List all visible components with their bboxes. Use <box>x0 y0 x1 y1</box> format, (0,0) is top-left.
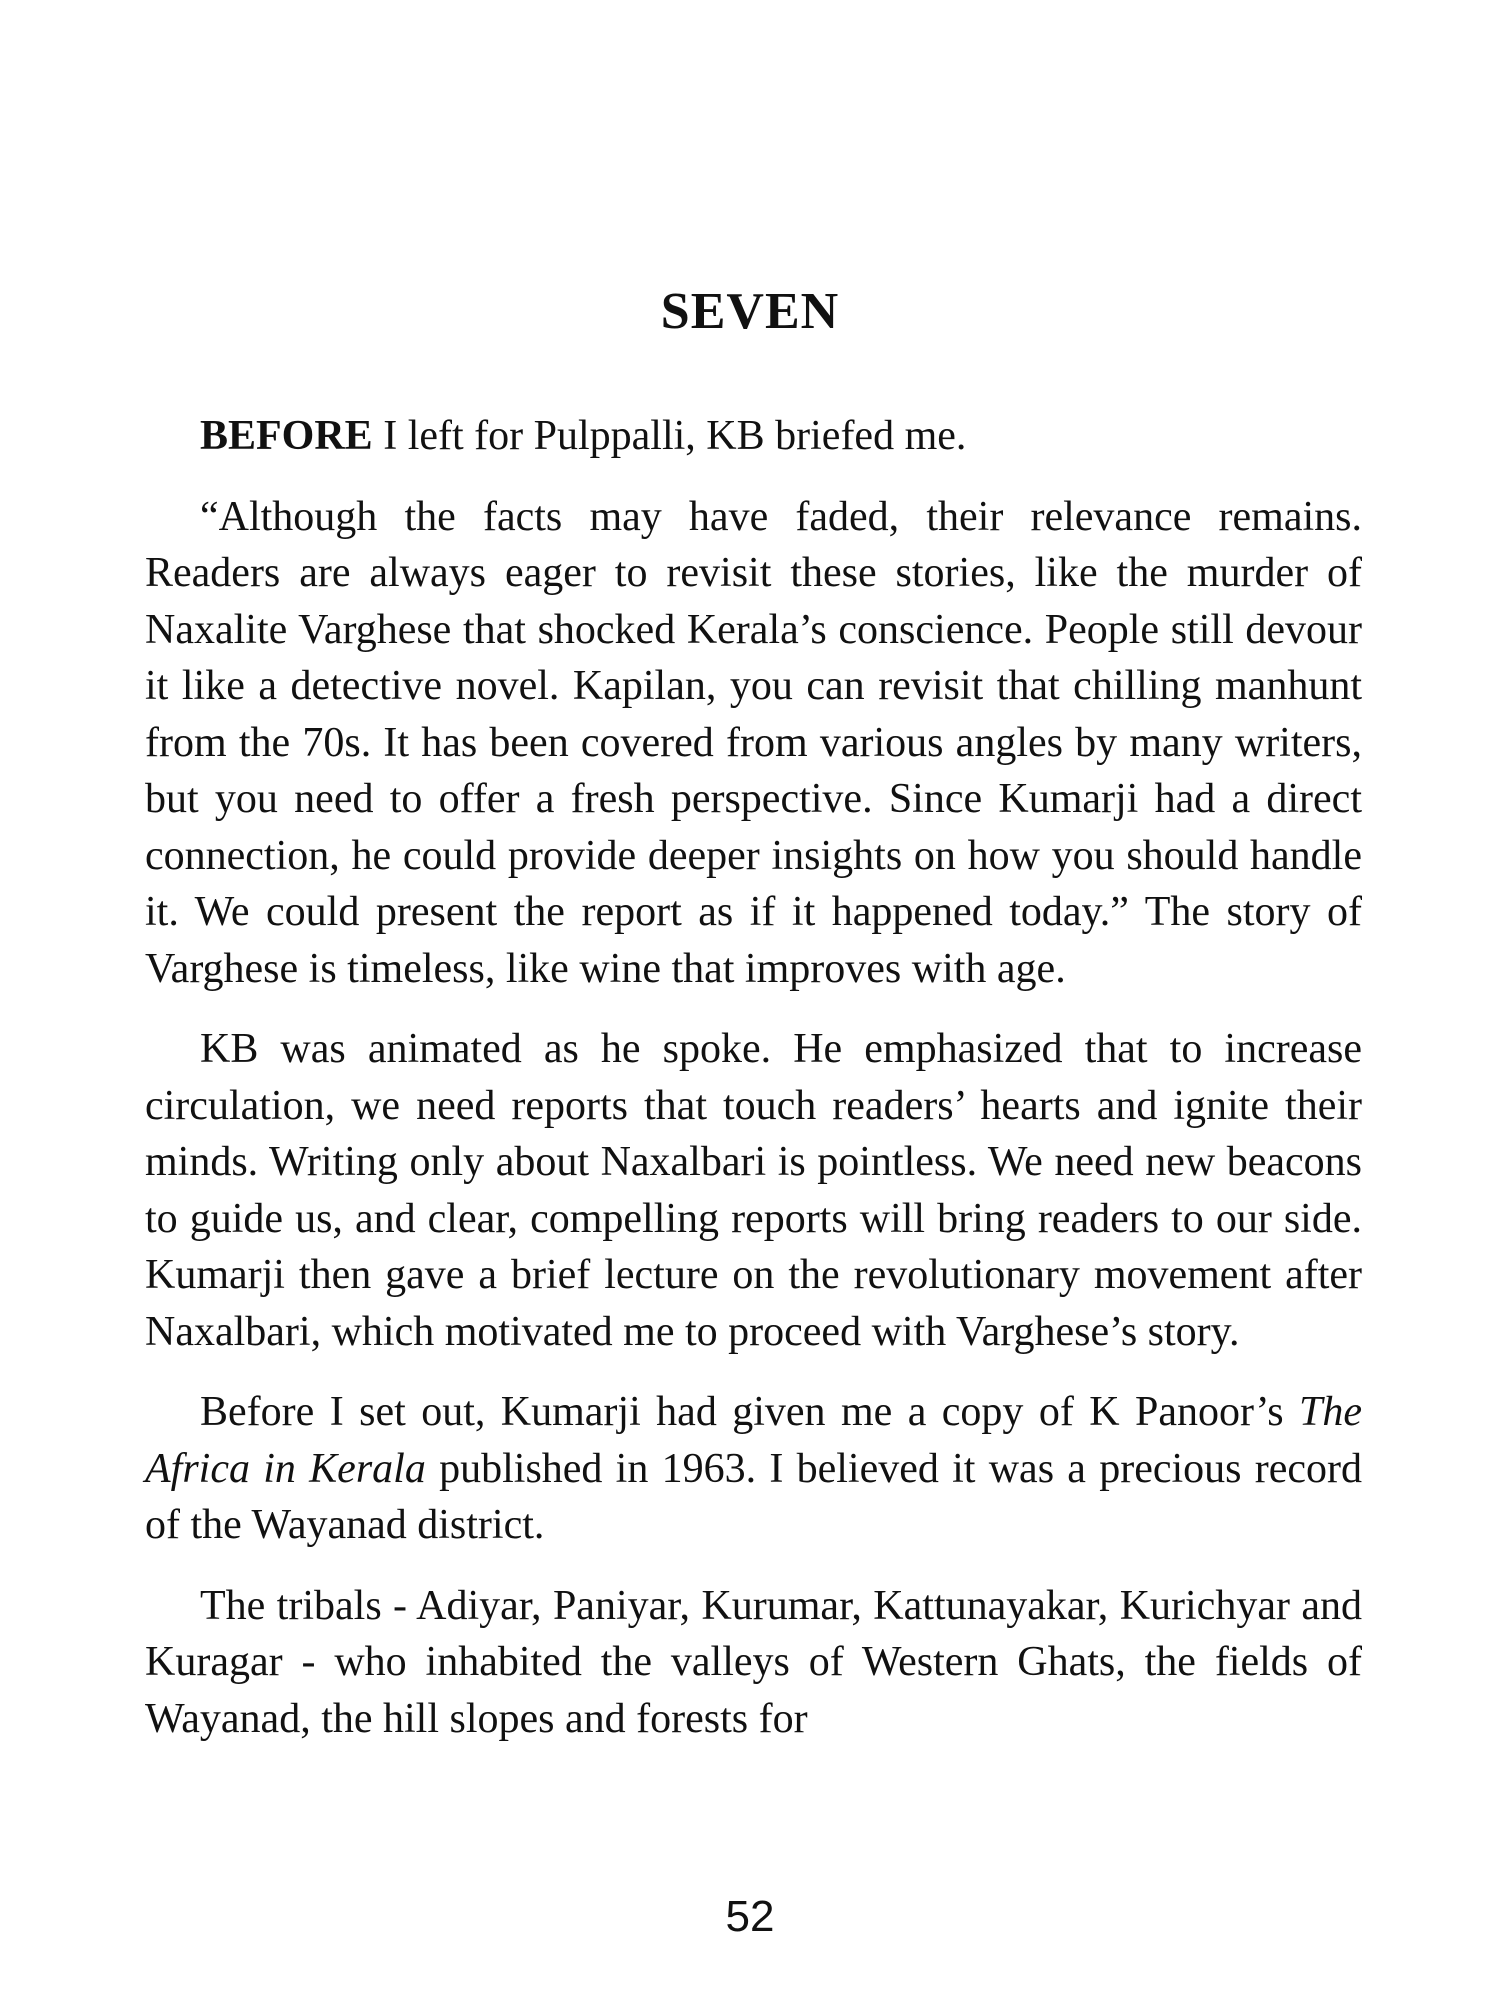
book-copy-text-after: published in 1963. I believed it was a precious record of the Wayanad district. <box>145 1445 1362 1548</box>
chapter-title: SEVEN <box>660 283 840 340</box>
page-number: 52 <box>725 1892 775 1941</box>
paragraph-tribals: The tribals - Adiyar, Paniyar, Kurumar, Kattunayakar, Kurichyar and Kuragar - who inhabited the valleys of Western Ghats, the fields of Wayanad, the hill slopes and forests for <box>145 1582 1362 1742</box>
book-title: The Africa in Kerala <box>145 1389 1362 1492</box>
opening-text: I left for Pulppalli, KB briefed me. <box>372 413 967 459</box>
paragraph-opening <box>145 408 1362 465</box>
opening-lead-word: BEFORE <box>200 413 373 459</box>
chapter-body <box>145 408 1362 1771</box>
paragraph-kb-quote: “Although the facts may have faded, their relevance remains. Readers are always eager to revisit these stories, like the murder of Naxalite Varghese that shocked Kerala’s conscience. People still devour it like a detective novel. Kapilan, you can revisit that chilling manhunt from the 70s. It has been covered from various angles by many writers, but you need to offer a fresh perspective. Since Kumarji had a direct connection, he could provide deeper insights on how you should handle it. We could present the report as if it happened today.” The story of Varghese is timeless, like wine that improves with age. <box>145 493 1362 992</box>
paragraph-kb-animated: KB was animated as he spoke. He emphasized that to increase circulation, we need reports that touch readers’ hearts and ignite their minds. Writing only about Naxalbari is pointless. We need new beacons to guide us, and clear, compelling reports will bring readers to our side. Kumarji then gave a brief lecture on the revolutionary movement after Naxalbari, which motivated me to proceed with Varghese’s story. <box>145 1026 1362 1355</box>
book-copy-text-before: Before I set out, Kumarji had given me a copy of K Panoor’s <box>200 1389 1299 1435</box>
paragraph-book-copy <box>145 1384 1362 1554</box>
